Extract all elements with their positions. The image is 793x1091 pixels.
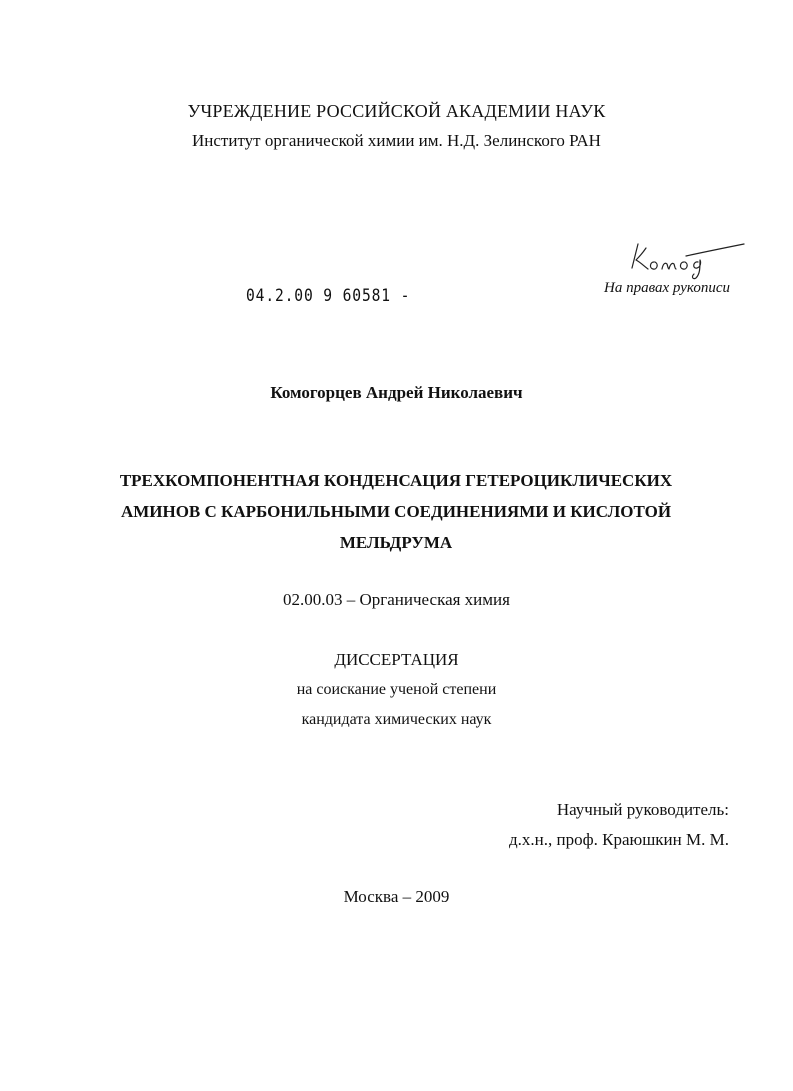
supervisor-label: Научный руководитель: xyxy=(556,800,729,819)
registry-stamp-number: 04.2.00 9 60581 - xyxy=(246,286,411,306)
specialty-code: 02.00.03 – Органическая химия xyxy=(283,590,510,609)
organization-name: УЧРЕЖДЕНИЕ РОССИЙСКОЙ АКАДЕМИИ НАУК xyxy=(187,101,606,121)
title-line: АМИНОВ С КАРБОНИЛЬНЫМИ СОЕДИНЕНИЯМИ И КИСЛОТОЙ xyxy=(120,502,672,521)
handwritten-signature-icon xyxy=(624,236,748,280)
document-type: ДИССЕРТАЦИЯ xyxy=(334,650,459,669)
manuscript-rights-note: На правах рукописи xyxy=(604,280,730,296)
title-line: МЕЛЬДРУМА xyxy=(339,533,453,552)
city-and-year: Москва – 2009 xyxy=(343,887,450,906)
institute-name: Институт органической химии им. Н.Д. Зелинского РАН xyxy=(192,131,601,150)
author-name: Комогорцев Андрей Николаевич xyxy=(270,383,523,402)
degree-line: на соискание ученой степени xyxy=(296,681,497,698)
dissertation-title xyxy=(96,465,696,558)
degree-line: кандидата химических наук xyxy=(301,711,492,728)
supervisor-name: д.х.н., проф. Краюшкин М. М. xyxy=(509,830,729,849)
title-line: ТРЕХКОМПОНЕНТНАЯ КОНДЕНСАЦИЯ ГЕТЕРОЦИКЛИЧЕСКИХ xyxy=(119,471,673,490)
